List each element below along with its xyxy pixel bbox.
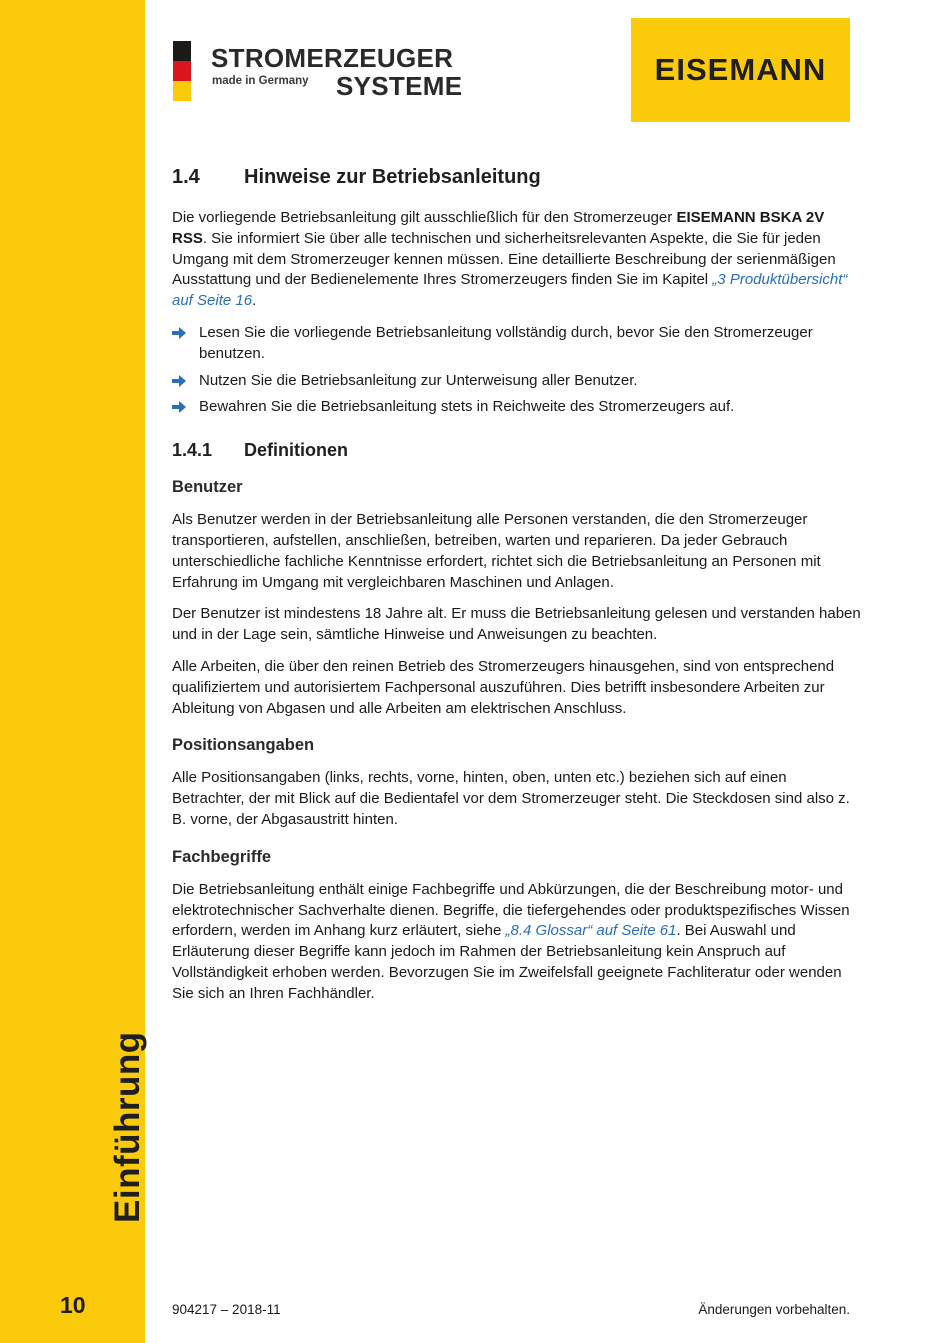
fachbegriffe-heading: Fachbegriffe [172, 847, 272, 866]
section-title: Hinweise zur Betriebsanleitung [244, 166, 541, 188]
brand-logo [631, 18, 850, 122]
sidebar [0, 0, 145, 1343]
list-item-text: Nutzen Sie die Betriebsanleitung zur Unterweisung aller Benutzer. [199, 371, 638, 389]
section-heading [172, 166, 862, 189]
product-name: EISEMANN BSKA 2V RSS [172, 209, 825, 247]
chapter-label: Einführung [108, 1031, 147, 1223]
logo-line1: STROMERZEUGER [211, 43, 454, 73]
link-glossar[interactable]: „8.4 Glossar“ auf Seite 61 [505, 922, 677, 940]
logo-line2: SYSTEME [336, 71, 463, 101]
position-paragraph: Alle Positionsangaben (links, rechts, vorne, hinten, oben, unten etc.) beziehen sich auf einen Betrachter, der mit Blick auf die Bedientafel vor dem Stromerzeuger steht. Die Steckdosen sind also z. B. vorne, der Abgasaustritt hinten. [172, 769, 850, 828]
list-item [172, 397, 862, 418]
subsection-heading [172, 440, 862, 461]
main-content [172, 166, 862, 1016]
intro-text-2: . Sie informiert Sie über alle technischen und sicherheitsrelevanten Aspekte, die Sie für jeden Umgang mit dem Stromerzeuger kennen müssen. Eine detaillierte Beschreibung der serienmäßigen Ausstattung und der Bedienelemente Ihres Stromerzeugers finden Sie im Kapitel [172, 229, 836, 289]
section-number: 1.4 [172, 166, 200, 188]
page-number: 10 [60, 1292, 86, 1318]
document-id: 904217 – 2018-11 [172, 1302, 281, 1317]
intro-text-3: . [252, 292, 257, 310]
brand-name: EISEMANN [654, 52, 827, 87]
subsection-title: Definitionen [244, 440, 348, 461]
list-item [172, 323, 862, 365]
logo-sub: made in Germany [212, 75, 309, 87]
fachbegriffe-paragraph [172, 880, 862, 1005]
subsection-number: 1.4.1 [172, 440, 213, 461]
intro-text-1: Die vorliegende Betriebsanleitung gilt ausschließlich für den Stromerzeuger [172, 209, 677, 226]
benutzer-paragraph-1: Als Benutzer werden in der Betriebsanleitung alle Personen verstanden, die den Stromerzeuger transportieren, aufstellen, anschließen, betreiben, warten und reparieren. Da jeder Gebrauch unterschiedliche fachliche Kenntnisse erfordert, richtet sich die Betriebsanleitung an Personen mit Erfahrung im Umgang mit vergleichbaren Maschinen und Anlagen. [172, 511, 821, 591]
list-item [172, 371, 862, 392]
benutzer-paragraph-3: Alle Arbeiten, die über den reinen Betrieb des Stromerzeugers hinausgehen, sind von entsprechend qualifiziertem und autorisiertem Fachpersonal auszuführen. Dies betrifft insbesondere Arbeiten zur Ableitung von Abgasen und alle Arbeiten am elektrischen Anschluss. [172, 657, 835, 717]
intro-paragraph [172, 208, 862, 312]
benutzer-heading: Benutzer [172, 478, 243, 497]
german-flag-icon [173, 41, 191, 101]
list-item-text: Bewahren Sie die Betriebsanleitung stets in Reichweite des Stromerzeugers auf. [199, 398, 735, 416]
footer-note: Änderungen vorbehalten. [698, 1302, 850, 1317]
link-produktuebersicht[interactable]: „3 Produktübersicht“ auf Seite 16 [172, 271, 848, 310]
arrow-right-icon [172, 401, 186, 413]
instruction-list [172, 323, 862, 418]
arrow-right-icon [172, 327, 186, 339]
fachbegriffe-text-1: Die Betriebsanleitung enthält einige Fachbegriffe und Abkürzungen, die der Beschreibung motor- und elektrotechnischer Sachverhalte dienen. Begriffe, die tiefergehendes oder produktspezifisches Wissen erfordern, werden im Anhang kurz erläutert, siehe [172, 880, 850, 940]
benutzer-paragraph-2: Der Benutzer ist mindestens 18 Jahre alt. Er muss die Betriebsanleitung gelesen und verstanden haben und in der Lage sein, sämtliche Hinweise und Anweisungen zu beachten. [172, 605, 861, 644]
list-item-text: Lesen Sie die vorliegende Betriebsanleitung vollständig durch, bevor Sie den Stromerzeuger benutzen. [199, 323, 813, 362]
arrow-right-icon [172, 375, 186, 387]
fachbegriffe-text-2: . Bei Auswahl und Erläuterung dieser Begriffe kann jedoch im Rahmen der Betriebsanleitung kein Anspruch auf Vollständigkeit erhoben werden. Bevorzugen Sie im Zweifelsfall geeignete Fachliteratur oder wenden Sie sich an Ihren Fachhändler. [172, 922, 842, 1002]
position-heading: Positionsangaben [172, 736, 315, 755]
